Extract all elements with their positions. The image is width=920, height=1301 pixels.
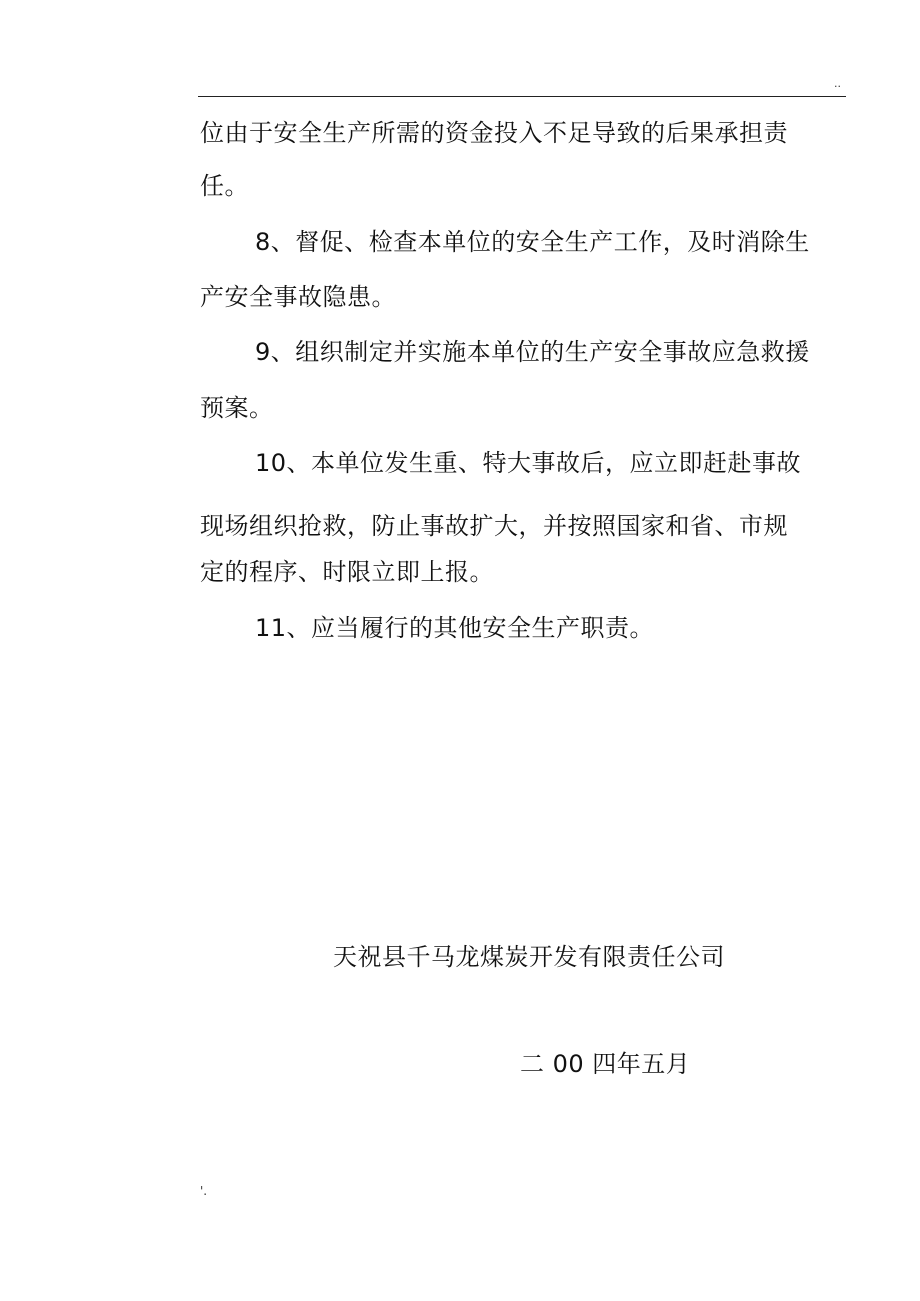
list-item-8: 8、督促、检查本单位的安全生产工作，及时消除生	[255, 228, 810, 256]
company-name: 天祝县千马龙煤炭开发有限责任公司	[333, 943, 725, 971]
list-item-10: 10、本单位发生重、特大事故后，应立即赶赴事故	[255, 449, 802, 477]
list-item-9: 9、组织制定并实施本单位的生产安全事故应急救援	[255, 338, 810, 366]
paragraph-line: 现场组织抢救，防止事故扩大，并按照国家和省、市规	[200, 512, 788, 540]
signature-date: 二 00 四年五月	[520, 1050, 691, 1078]
header-rule	[198, 96, 846, 97]
paragraph-line: 位由于安全生产所需的资金投入不足导致的后果承担责	[200, 119, 788, 147]
paragraph-line: 定的程序、时限立即上报。	[200, 558, 494, 586]
footer-mark: '.	[200, 1184, 208, 1198]
paragraph-line: 任。	[200, 172, 249, 200]
paragraph-line: 产安全事故隐患。	[200, 283, 396, 311]
list-item-11: 11、应当履行的其他安全生产职责。	[255, 614, 655, 642]
paragraph-line: 预案。	[200, 394, 274, 422]
header-mark: ..	[834, 77, 841, 90]
